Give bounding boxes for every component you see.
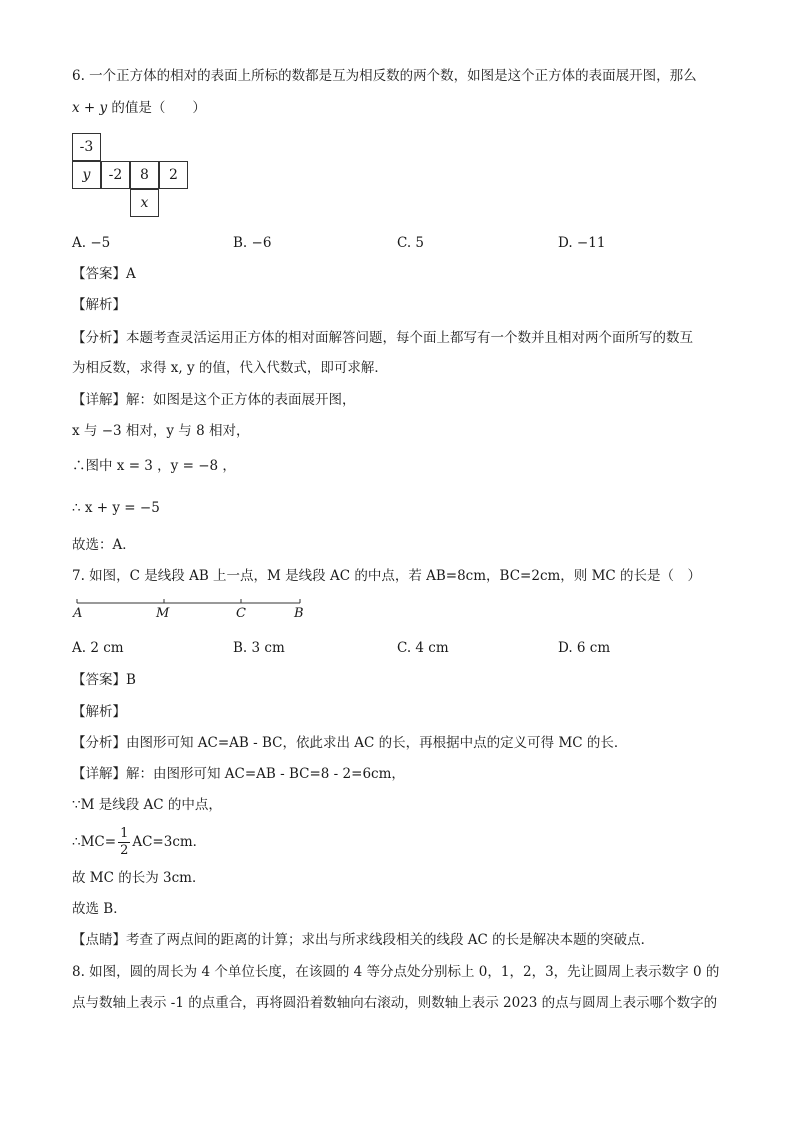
q7-answer: 【答案】B [72, 672, 136, 688]
q6-stem-line1: 6. 一个正方体的相对的表面上所标的数都是互为相反数的两个数，如图是这个正方体的表面展开图，那么 [72, 68, 697, 84]
q6-step1: x 与 −3 相对，y 与 8 相对， [72, 423, 250, 439]
q6-fenxi-line2: 为相反数，求得 x, y 的值，代入代数式，即可求解． [72, 360, 388, 376]
net-cell-y: y [72, 161, 101, 189]
net-cell-x: x [130, 189, 159, 217]
q6-step3: ∴ x + y = −5 [72, 500, 160, 516]
q7-stem: 7. 如图，C 是线段 AB 上一点，M 是线段 AC 的中点，若 AB=8cm，BC=2cm，则 MC 的长是（ ） [72, 568, 702, 584]
q7-option-d: D. 6 cm [558, 640, 611, 656]
q7-fenxi: 【分析】由图形可知 AC=AB - BC，依此求出 AC 的长，再根据中点的定义可得 MC 的长． [72, 735, 628, 751]
q7-step1: ∵M 是线段 AC 的中点， [72, 797, 222, 813]
net-cell-top: -3 [72, 133, 101, 161]
q8-line1: 8. 如图，圆的周长为 4 个单位长度，在该圆的 4 等分点处分别标上 0，1，2，3，先让圆周上表示数字 0 的 [72, 964, 720, 980]
q6-stem-line2 [72, 98, 206, 118]
fraction-denominator: 2 [120, 843, 129, 858]
q7-dianjing: 【点睛】考查了两点间的距离的计算；求出与所求线段相关的线段 AC 的长是解决本题的突破点． [72, 932, 655, 948]
segment-line [72, 596, 312, 610]
q7-step3: 故 MC 的长为 3cm． [72, 870, 206, 886]
point-label-b: B [294, 606, 304, 621]
net-cell-neg2: -2 [101, 161, 130, 189]
q6-xiangjie: 【详解】解：如图是这个正方体的表面展开图， [72, 392, 356, 408]
q7-xiangjie: 【详解】解：由图形可知 AC=AB - BC=8 - 2=6cm， [72, 766, 405, 782]
point-label-a: A [73, 606, 83, 621]
point-label-c: C [236, 606, 246, 621]
q6-fenxi-line1: 【分析】本题考查灵活运用正方体的相对面解答问题，每个面上都写有一个数并且相对两个面所写的数互 [72, 330, 693, 346]
q7-step2-pre: ∴MC= [72, 834, 117, 850]
q6-answer: 【答案】A [72, 266, 136, 282]
q6-option-b: B. −6 [233, 235, 272, 251]
q7-option-c: C. 4 cm [397, 640, 449, 656]
q7-option-a: A. 2 cm [72, 640, 124, 656]
q6-step2: ∴图中 x = 3 ，y = −8 ， [72, 458, 236, 474]
q6-option-c: C. 5 [397, 235, 425, 251]
q7-option-b: B. 3 cm [233, 640, 285, 656]
point-label-m: M [156, 606, 170, 621]
q6-jiexi: 【解析】 [72, 297, 126, 313]
q7-jiexi: 【解析】 [72, 704, 126, 720]
fraction-one-half [118, 826, 130, 859]
q6-stem-rest: 的值是（ ） [107, 100, 206, 116]
q8-line2: 点与数轴上表示 -1 的点重合，再将圆沿着数轴向右滚动，则数轴上表示 2023 的点与圆周上表示哪个数字的 [72, 995, 718, 1011]
q7-step2-post: AC=3cm． [132, 834, 207, 850]
q6-option-d: D. −11 [558, 235, 606, 251]
q6-expr: x + y [72, 100, 108, 116]
q7-step2 [72, 824, 206, 860]
q6-choose: 故选：A． [72, 537, 136, 553]
q6-option-a: A. −5 [72, 235, 111, 251]
q7-choose: 故选 B． [72, 901, 127, 917]
net-cell-2: 2 [159, 161, 188, 189]
fraction-numerator: 1 [120, 826, 129, 841]
net-cell-8: 8 [130, 161, 159, 189]
